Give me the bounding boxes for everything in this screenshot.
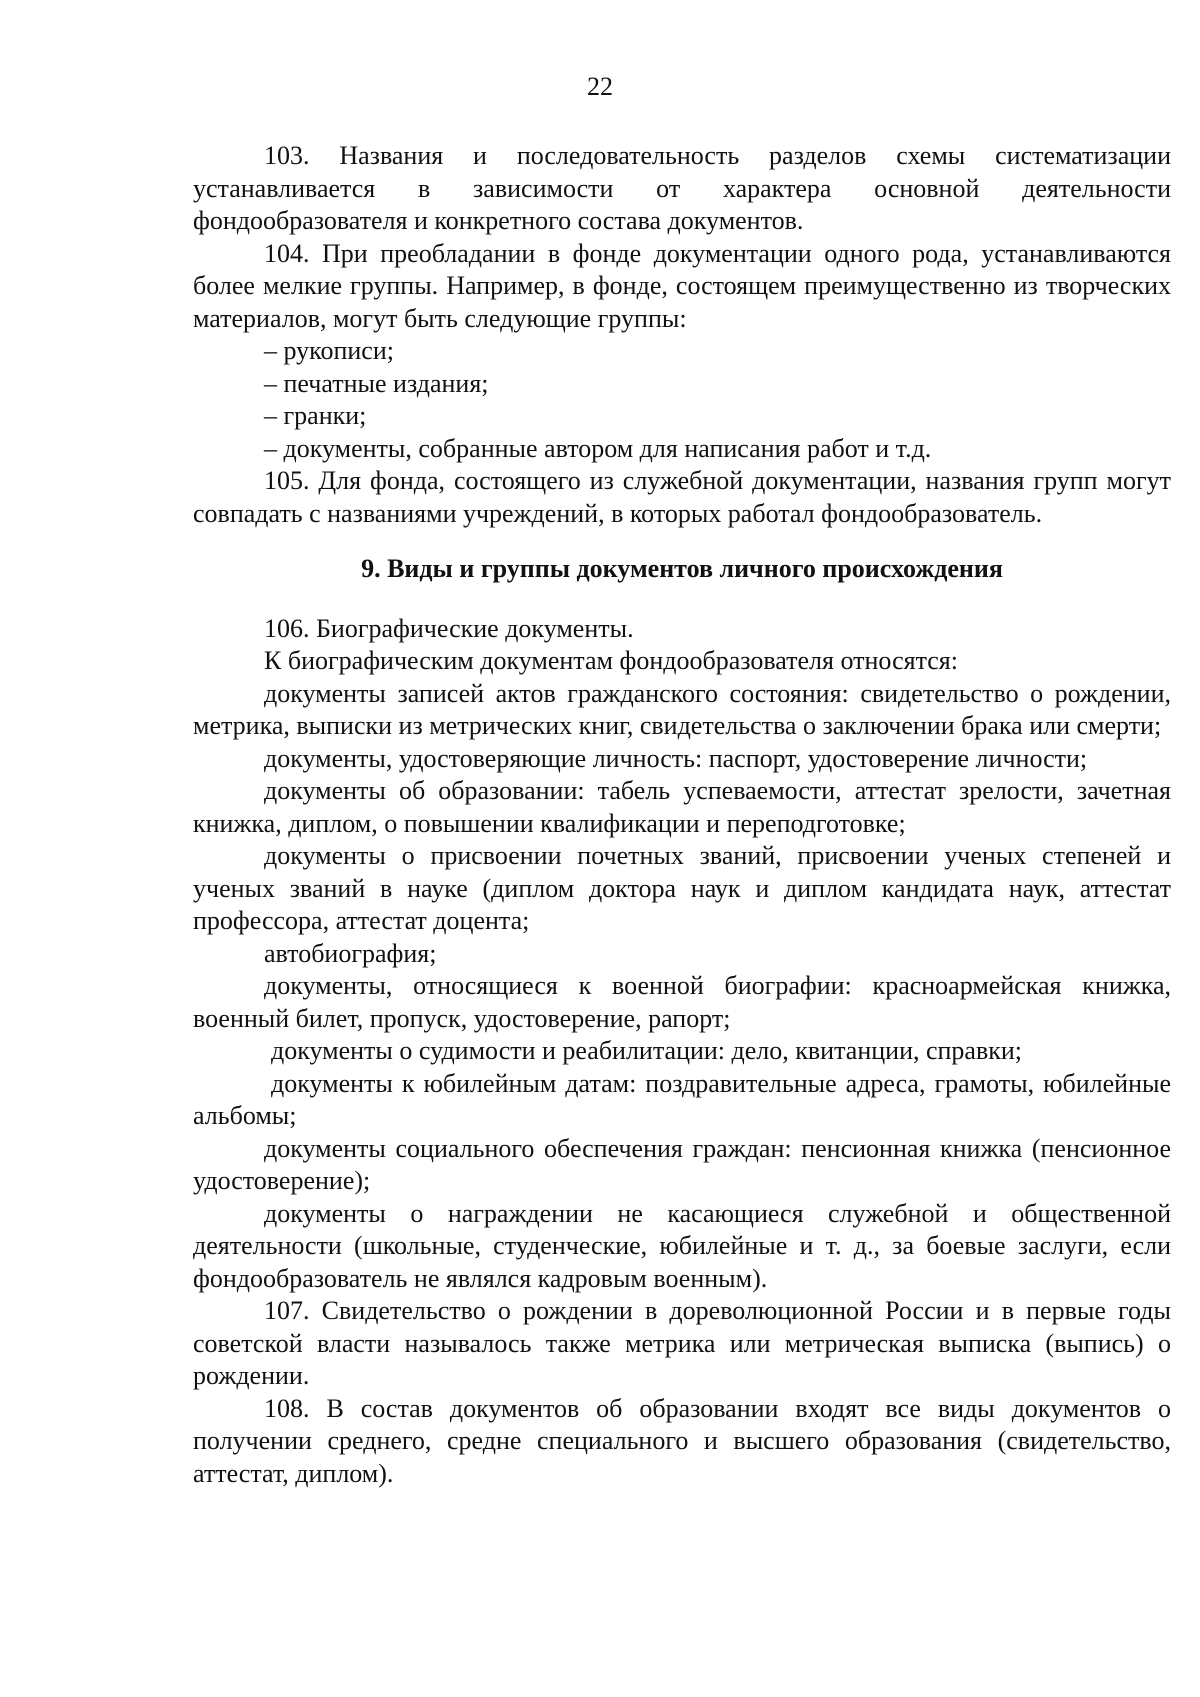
paragraph-108: 108. В состав документов об образовании входят все виды документов о получении среднего, средне специального и высшего образования (свидетельство, аттестат, диплом). bbox=[193, 1393, 1171, 1488]
paragraph-107: 107. Свидетельство о рождении в дореволюционной России и в первые годы советской власти называлось также метрика или метрическая выписка (выпись) о рождении. bbox=[193, 1296, 1171, 1390]
paragraph-103: 103. Названия и последовательность разделов схемы систематизации устанавливается в зависимости от характера основной деятельности фондообразователя и конкретного состава документов. bbox=[193, 141, 1171, 235]
list-item-galley-proofs: – гранки; bbox=[264, 401, 367, 430]
paragraph-military-biography: документы, относящиеся к военной биографии: красноармейская книжка, военный билет, пропуск, удостоверение, рапорт; bbox=[193, 971, 1171, 1033]
paragraph-autobiography: автобиография; bbox=[264, 938, 437, 968]
paragraph-education-documents: документы об образовании: табель успеваемости, аттестат зрелости, зачетная книжка, диплом, о повышении квалификации и переподготовке; bbox=[193, 776, 1171, 838]
paragraph-conviction-rehabilitation: документы о судимости и реабилитации: дело, квитанции, справки; bbox=[271, 1036, 1023, 1065]
paragraph-anniversary-documents: документы к юбилейным датам: поздравительные адреса, грамоты, юбилейные альбомы; bbox=[193, 1068, 1171, 1130]
page-number: 22 bbox=[587, 72, 613, 101]
paragraph-civil-records: документы записей актов гражданского состояния: свидетельство о рождении, метрика, выписки из метрических книг, свидетельства о заключении брака или смерти; bbox=[193, 678, 1171, 740]
paragraph-awards: документы о награждении не касающиеся служебной и общественной деятельности (школьные, студенческие, юбилейные и т. д., за боевые заслуги, если фондообразователь не являлся кадровым военным). bbox=[193, 1198, 1171, 1293]
list-item-printed-editions: – печатные издания; bbox=[264, 368, 489, 398]
list-item-collected-documents: – документы, собранные автором для написания работ и т.д. bbox=[264, 433, 932, 463]
paragraph-social-security: документы социального обеспечения граждан: пенсионная книжка (пенсионное удостоверение); bbox=[193, 1133, 1171, 1195]
paragraph-identity-documents: документы, удостоверяющие личность: паспорт, удостоверение личности; bbox=[264, 743, 1088, 773]
document-body bbox=[193, 140, 1171, 1490]
paragraph-105: 105. Для фонда, состоящего из служебной документации, названия групп могут совпадать с названиями учреждений, в которых работал фондообразователь. bbox=[193, 466, 1171, 528]
paragraph-biographical-intro: К биографическим документам фондообразователя относятся: bbox=[264, 646, 958, 675]
list-item-manuscripts: – рукописи; bbox=[264, 336, 394, 365]
paragraph-106: 106. Биографические документы. bbox=[264, 613, 634, 643]
section-heading: 9. Виды и группы документов личного происхождения bbox=[361, 554, 1003, 583]
paragraph-honorary-titles: документы о присвоении почетных званий, присвоении ученых степеней и ученых званий в науке (диплом доктора наук и диплом кандидата наук, аттестат профессора, аттестат доцента; bbox=[193, 841, 1171, 935]
paragraph-104: 104. При преобладании в фонде документации одного рода, устанавливаются более мелкие группы. Например, в фонде, состоящем преимущественно из творческих материалов, могут быть следующие группы: bbox=[193, 238, 1171, 333]
